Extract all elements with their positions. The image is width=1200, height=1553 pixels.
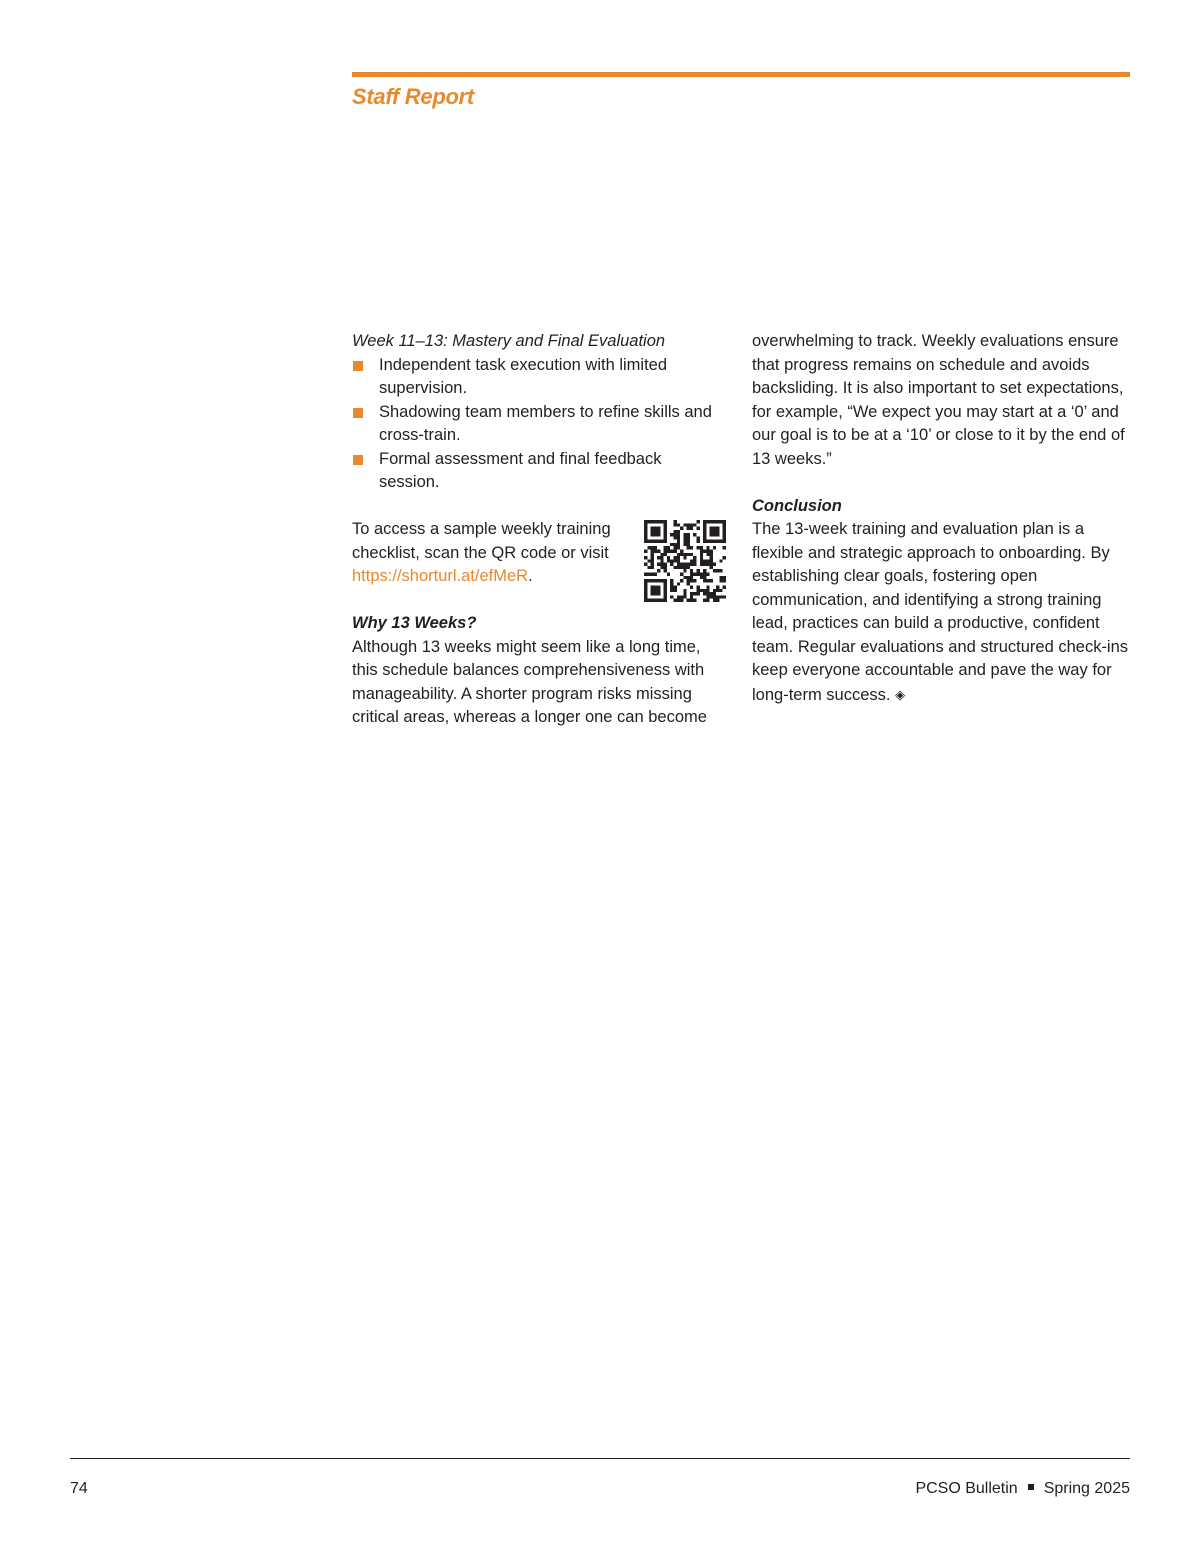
issue-label: Spring 2025 <box>1043 1480 1130 1497</box>
publication-name: PCSO Bulletin <box>915 1480 1018 1497</box>
page-number: 74 <box>70 1480 88 1497</box>
list-item <box>352 354 724 401</box>
list-item-text: Formal assessment and final feedback session. <box>379 449 662 491</box>
qr-block <box>352 518 724 589</box>
list-item <box>352 448 724 495</box>
checklist-link[interactable]: https://shorturl.at/efMeR <box>352 567 529 585</box>
why-paragraph: Although 13 weeks might seem like a long time, this schedule balances comprehensiveness with manageability. A shorter program risks missing critical areas, whereas a longer one can become <box>352 637 707 726</box>
conclusion-text: The 13-week training and evaluation plan is a flexible and strategic approach to onboarding. By establishing clear goals, fostering open communication, and identifying a strong training lead, practices can build a productive, confident team. Regular evaluations and structured check-ins keep everyone accountable and pave the way for long-term success. <box>752 520 1129 704</box>
week-heading: Week 11–13: Mastery and Final Evaluation <box>352 332 666 350</box>
square-bullet-icon <box>353 455 363 465</box>
section-title: Staff Report <box>352 84 474 109</box>
list-item-text: Independent task execution with limited supervision. <box>379 355 668 397</box>
qr-instruction: To access a sample weekly training checklist, scan the QR code or visit <box>352 520 611 562</box>
footer-rule <box>70 1458 1130 1459</box>
why-heading: Why 13 Weeks? <box>352 614 477 632</box>
list-item <box>352 401 724 448</box>
left-column <box>352 330 724 730</box>
list-item-text: Shadowing team members to refine skills and cross-train. <box>379 402 712 444</box>
bullet-list <box>352 354 724 495</box>
continued-paragraph: overwhelming to track. Weekly evaluations ensure that progress remains on schedule and avoids backsliding. It is also important to set expectations, for example, “We expect you may start at a ‘0’ and our goal is to be at a ‘10’ or close to it by the end of 13 weeks.” <box>752 332 1125 468</box>
right-column <box>752 330 1132 707</box>
qr-paragraph <box>352 518 622 589</box>
qr-code-icon[interactable] <box>644 520 726 602</box>
square-bullet-icon <box>353 408 363 418</box>
conclusion-heading: Conclusion <box>752 496 842 515</box>
end-mark-icon: ◈ <box>895 686 906 702</box>
conclusion-paragraph <box>752 518 1132 707</box>
link-period: . <box>528 567 533 585</box>
footer-separator-icon <box>1028 1484 1034 1490</box>
square-bullet-icon <box>353 361 363 371</box>
header-rule <box>352 72 1130 77</box>
footer-publication <box>915 1480 1130 1498</box>
